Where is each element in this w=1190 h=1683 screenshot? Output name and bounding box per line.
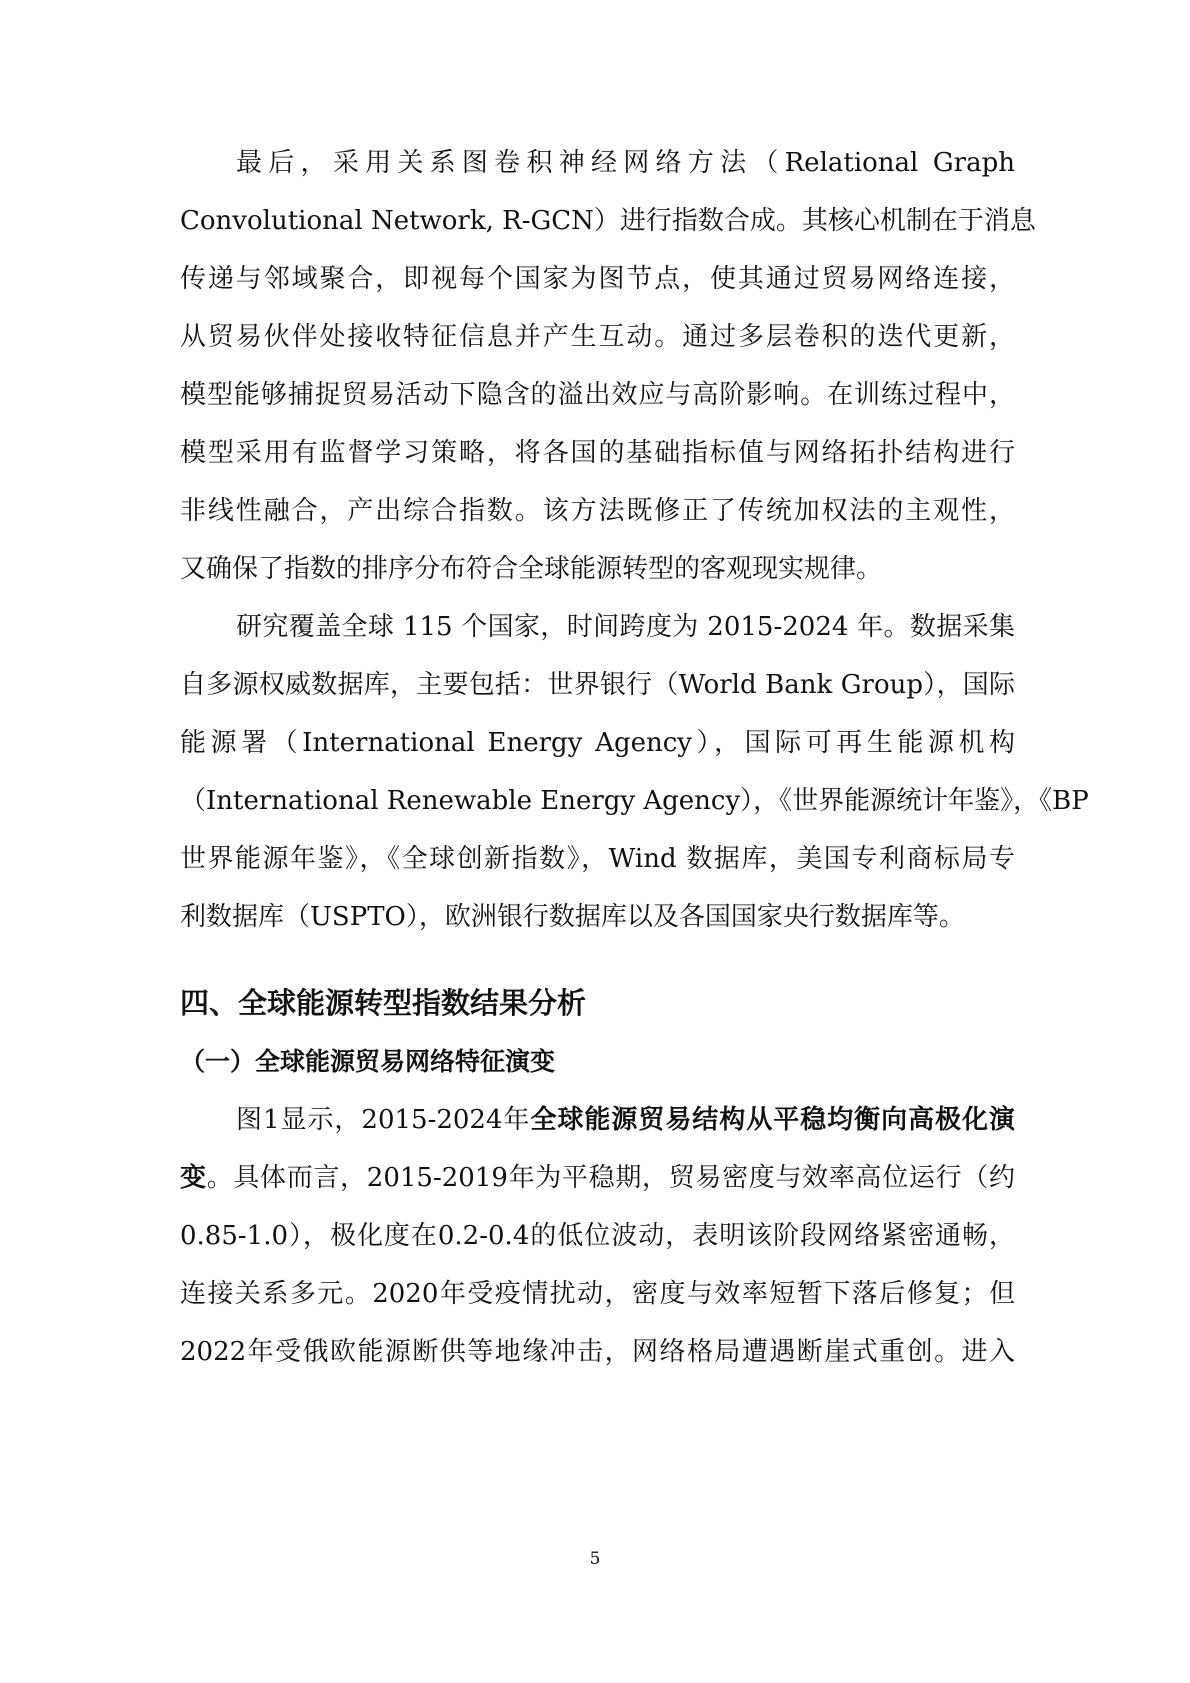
paragraph-line: 能源署（International Energy Agency），国际可再生能源机构 [180, 728, 1015, 758]
paragraph-line: 0.85-1.0），极化度在0.2-0.4的低位波动，表明该阶段网络紧密通畅， [180, 1221, 1015, 1251]
paragraph-line: 模型采用有监督学习策略，将各国的基础指标值与网络拓扑结构进行 [180, 438, 1015, 468]
paragraph-line: 传递与邻域聚合，即视每个国家为图节点，使其通过贸易网络连接， [180, 264, 1015, 294]
emphasis-text: 全球能源贸易结构从平稳均衡向高极化演 [530, 1105, 1015, 1135]
paragraph-line: 研究覆盖全球 115 个国家，时间跨度为 2015-2024 年。数据采集 [236, 612, 1015, 642]
page-number: 5 [589, 1549, 601, 1569]
paragraph-line: 模型能够捕捉贸易活动下隐含的溢出效应与高阶影响。在训练过程中， [180, 380, 1015, 410]
emphasis-text: 变 [180, 1163, 207, 1193]
paragraph-line: Convolutional Network, R-GCN）进行指数合成。其核心机制在于消息 [180, 206, 1036, 236]
paragraph-line: 利数据库（USPTO），欧洲银行数据库以及各国国家央行数据库等。 [180, 902, 965, 932]
paragraph-line: 连接关系多元。2020年受疫情扰动，密度与效率短暂下落后修复；但 [180, 1279, 1015, 1309]
paragraph-line: 从贸易伙伴处接收特征信息并产生互动。通过多层卷积的迭代更新， [180, 322, 1015, 352]
paragraph-line: 2022年受俄欧能源断供等地缘冲击，网络格局遭遇断崖式重创。进入 [180, 1337, 1015, 1367]
paragraph-line: 世界能源年鉴》，《全球创新指数》，Wind 数据库，美国专利商标局专 [180, 844, 1015, 874]
paragraph-line: 非线性融合，产出综合指数。该方法既修正了传统加权法的主观性， [180, 496, 1015, 526]
paragraph-line: 又确保了指数的排序分布符合全球能源转型的客观现实规律。 [180, 554, 883, 584]
paragraph-line [180, 1158, 1015, 1198]
paragraph-line: 自多源权威数据库，主要包括：世界银行（World Bank Group），国际 [180, 670, 1015, 700]
section-heading: 四、全球能源转型指数结果分析 [180, 986, 587, 1020]
subsection-heading: （一）全球能源贸易网络特征演变 [180, 1047, 556, 1076]
paragraph-line [236, 1100, 1015, 1140]
paragraph-text: 。具体而言，2015-2019年为平稳期，贸易密度与效率高位运行（约 [206, 1163, 1015, 1193]
paragraph-text: 图1显示，2015-2024年 [236, 1105, 531, 1135]
paragraph-line: （International Renewable Energy Agency），《世界能源统计年鉴》，《BP [180, 786, 1089, 816]
paragraph-line: 最后，采用关系图卷积神经网络方法（Relational Graph [236, 148, 1015, 178]
